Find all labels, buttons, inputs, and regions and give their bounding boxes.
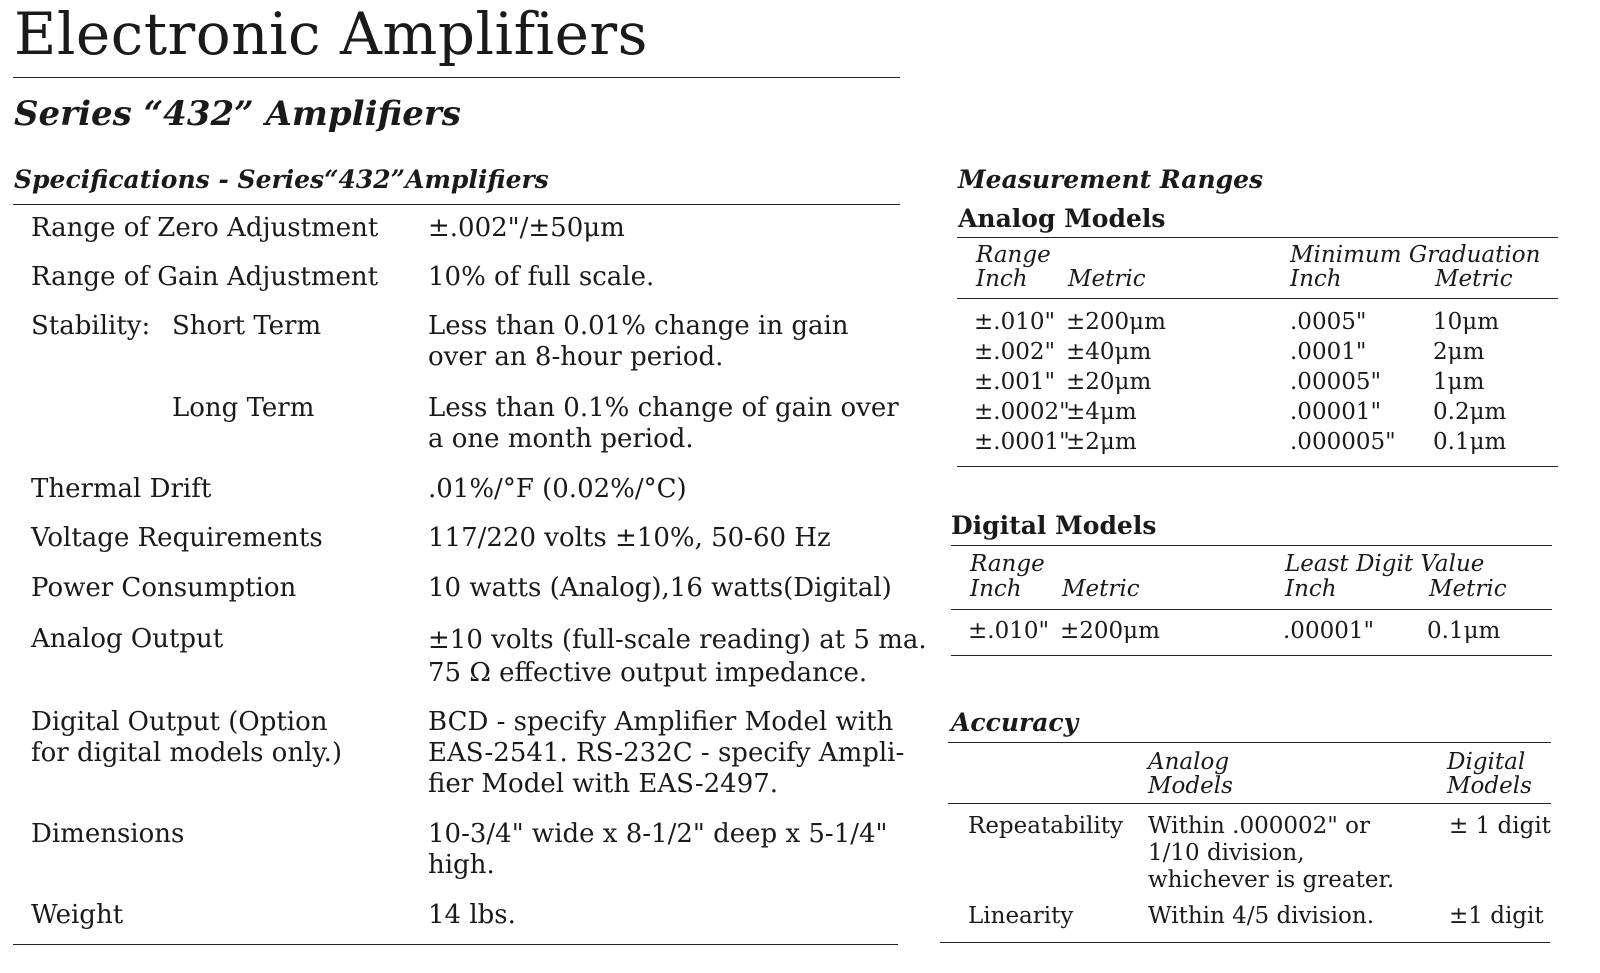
analog-cell-grad-inch: .0005": [1290, 309, 1367, 335]
analog-cell-metric: ±20μm: [1066, 369, 1152, 395]
digital-cell-ldv-inch: .00001": [1283, 618, 1375, 644]
spec-label-digital-output: Digital Output (Option for digital models only.): [31, 707, 343, 768]
digital-cell-ldv-metric: 0.1μm: [1427, 618, 1501, 644]
spec-sub-short-term: Short Term: [172, 311, 322, 341]
specifications-heading: Specifications - Series“432”Amplifiers: [14, 165, 549, 194]
spec-value-zero-adjustment: ±.002"/±50μm: [428, 213, 625, 243]
spec-value-gain-adjustment: 10% of full scale.: [428, 262, 655, 292]
spec-label-stability: Stability:: [31, 311, 151, 341]
digital-cell-inch: ±.010": [968, 618, 1050, 644]
spec-label-weight: Weight: [31, 900, 124, 930]
specifications-bottom-rule: [13, 944, 898, 945]
spec-value-thermal-drift: .01%/°F (0.02%/°C): [428, 474, 687, 504]
spec-value-short-term: Less than 0.01% change in gain over an 8-hour period.: [428, 311, 849, 372]
analog-cell-grad-inch: .000005": [1290, 429, 1396, 455]
spec-value-long-term: Less than 0.1% change of gain over a one month period.: [428, 393, 899, 454]
accuracy-header-rule: [948, 803, 1551, 804]
analog-cell-metric: ±40μm: [1066, 339, 1152, 365]
spec-value-voltage: 117/220 volts ±10%, 50-60 Hz: [428, 523, 831, 553]
accuracy-label-linearity: Linearity: [968, 903, 1074, 929]
spec-value-weight: 14 lbs.: [428, 900, 516, 930]
analog-cell-grad-metric: 1μm: [1433, 369, 1485, 395]
page-subtitle: Series “432” Amplifiers: [14, 94, 461, 134]
analog-top-rule: [957, 237, 1558, 238]
analog-col-range: Range: [976, 242, 1051, 268]
digital-models-heading: Digital Models: [951, 511, 1157, 540]
analog-col-metric: Metric: [1068, 266, 1146, 292]
digital-col-inch2: Inch: [1285, 576, 1337, 602]
accuracy-label-repeatability: Repeatability: [968, 813, 1123, 839]
analog-cell-inch: ±.010": [974, 309, 1056, 335]
digital-col-least: Least Digit Value: [1285, 551, 1485, 577]
spec-value-analog-output: ±10 volts (full-scale reading) at 5 ma. 75 Ω effective output impedance.: [428, 625, 927, 688]
page-title: Electronic Amplifiers: [14, 0, 648, 68]
analog-header-rule: [957, 298, 1558, 299]
analog-cell-inch: ±.0002": [974, 399, 1070, 425]
accuracy-analog-linearity: Within 4/5 division.: [1148, 903, 1375, 929]
analog-cell-inch: ±.001": [974, 369, 1056, 395]
accuracy-col-analog: Analog Models: [1148, 749, 1233, 799]
digital-cell-metric: ±200μm: [1060, 618, 1160, 644]
digital-bottom-rule: [951, 655, 1552, 656]
digital-header-rule: [951, 609, 1552, 610]
spec-value-digital-output: BCD - specify Amplifier Model with EAS-2541. RS-232C - specify Ampli- fier Model with EAS-2497.: [428, 707, 905, 799]
spec-label-voltage: Voltage Requirements: [31, 523, 323, 553]
spec-sub-long-term: Long Term: [172, 393, 315, 423]
digital-col-metric2: Metric: [1429, 576, 1507, 602]
accuracy-bottom-rule: [940, 942, 1550, 943]
digital-col-range: Range: [970, 551, 1045, 577]
accuracy-digital-linearity: ±1 digit: [1449, 903, 1544, 929]
accuracy-col-digital: Digital Models: [1447, 749, 1532, 799]
analog-cell-inch: ±.0001": [974, 429, 1070, 455]
accuracy-digital-repeatability: ± 1 digit: [1449, 813, 1551, 839]
spec-label-dimensions: Dimensions: [31, 819, 185, 849]
analog-cell-grad-inch: .00005": [1290, 369, 1382, 395]
analog-cell-grad-inch: .00001": [1290, 399, 1382, 425]
analog-cell-inch: ±.002": [974, 339, 1056, 365]
analog-cell-grad-metric: 2μm: [1433, 339, 1485, 365]
analog-bottom-rule: [957, 466, 1558, 467]
analog-col-inch: Inch: [976, 266, 1028, 292]
accuracy-top-rule: [948, 742, 1551, 743]
analog-cell-grad-metric: 0.1μm: [1433, 429, 1507, 455]
analog-col-min-grad: Minimum Graduation: [1290, 242, 1541, 268]
analog-cell-grad-metric: 10μm: [1433, 309, 1500, 335]
analog-cell-grad-inch: .0001": [1290, 339, 1367, 365]
analog-cell-metric: ±2μm: [1066, 429, 1137, 455]
spec-label-thermal-drift: Thermal Drift: [31, 474, 212, 504]
analog-models-heading: Analog Models: [958, 204, 1166, 233]
spec-value-dimensions: 10-3/4" wide x 8-1/2" deep x 5-1/4" high.: [428, 819, 888, 880]
accuracy-analog-repeatability: Within .000002" or 1/10 division, whichever is greater.: [1148, 813, 1395, 893]
measurement-ranges-heading: Measurement Ranges: [958, 165, 1264, 194]
accuracy-heading: Accuracy: [951, 708, 1079, 737]
spec-label-power: Power Consumption: [31, 573, 297, 603]
spec-label-zero-adjustment: Range of Zero Adjustment: [31, 213, 379, 243]
analog-cell-metric: ±200μm: [1066, 309, 1166, 335]
digital-top-rule: [951, 545, 1552, 546]
spec-value-power: 10 watts (Analog),16 watts(Digital): [428, 573, 892, 603]
analog-cell-grad-metric: 0.2μm: [1433, 399, 1507, 425]
title-rule: [13, 77, 900, 78]
spec-label-analog-output: Analog Output: [31, 624, 224, 654]
analog-col-inch2: Inch: [1290, 266, 1342, 292]
digital-col-metric: Metric: [1062, 576, 1140, 602]
spec-label-gain-adjustment: Range of Gain Adjustment: [31, 262, 379, 292]
analog-col-metric2: Metric: [1435, 266, 1513, 292]
digital-col-inch: Inch: [970, 576, 1022, 602]
analog-cell-metric: ±4μm: [1066, 399, 1137, 425]
specifications-top-rule: [13, 204, 900, 205]
